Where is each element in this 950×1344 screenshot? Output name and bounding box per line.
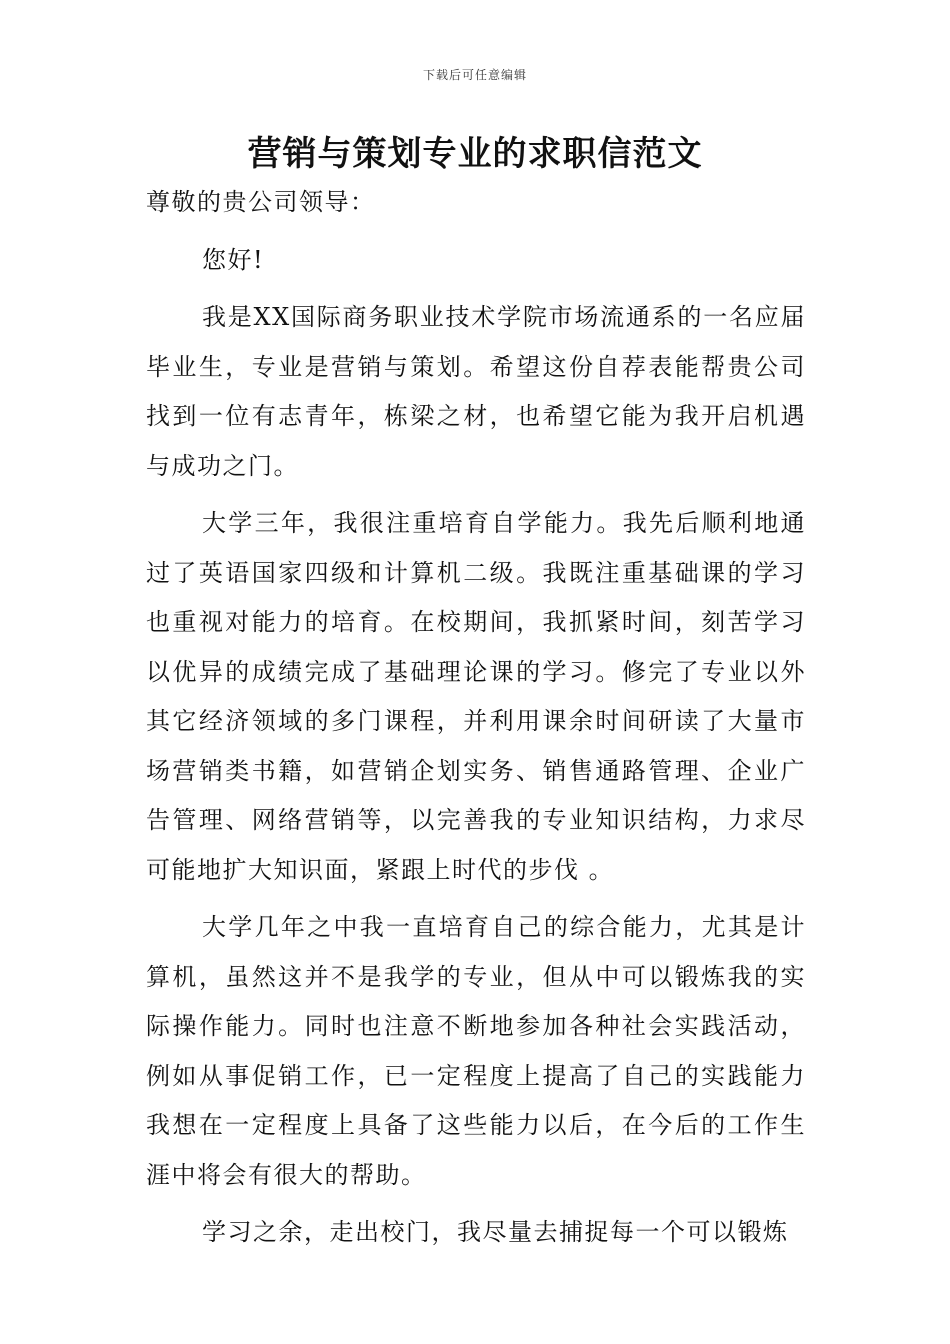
greeting: 您好!: [202, 245, 265, 274]
paragraph-study: 大学三年，我很注重培育自学能力。我先后顺利地通过了英语国家四级和计算机二级。我既注重基础课的学习也重视对能力的培育。在校期间，我抓紧时间，刻苦学习以优异的成绩完成了基础理论课的学习。修完了专业以外其它经济领域的多门课程，并利用课余时间研读了大量市场营销类书籍，如营销企划实务、销售通路管理、企业广告管理、网络营销等，以完善我的专业知识结构，力求尽可能地扩大知识面，紧跟上时代的步伐 。: [146, 509, 806, 884]
letter-body: [146, 178, 806, 1266]
document-title: 营销与策划专业的求职信范文: [247, 134, 703, 174]
paragraph-practice: 学习之余，走出校门，我尽量去捕捉每一个可以锻炼: [202, 1218, 789, 1246]
paragraph-skills: 大学几年之中我一直培育自己的综合能力，尤其是计算机，虽然这并不是我学的专业，但从中可以锻炼我的实际操作能力。同时也注意不断地参加各种社会实践活动，例如从事促销工作，已一定程度上提高了自己的实践能力我想在一定程度上具备了这些能力以后，在今后的工作生涯中将会有很大的帮助。: [146, 913, 806, 1189]
paragraph-intro: 我是XX国际商务职业技术学院市场流通系的一名应届毕业生，专业是营销与策划。希望这份自荐表能帮贵公司找到一位有志青年，栋梁之材，也希望它能为我开启机遇与成功之门。: [146, 303, 806, 480]
salutation: 尊敬的贵公司领导：: [146, 188, 376, 216]
header-note: 下载后可任意编辑: [422, 68, 527, 82]
